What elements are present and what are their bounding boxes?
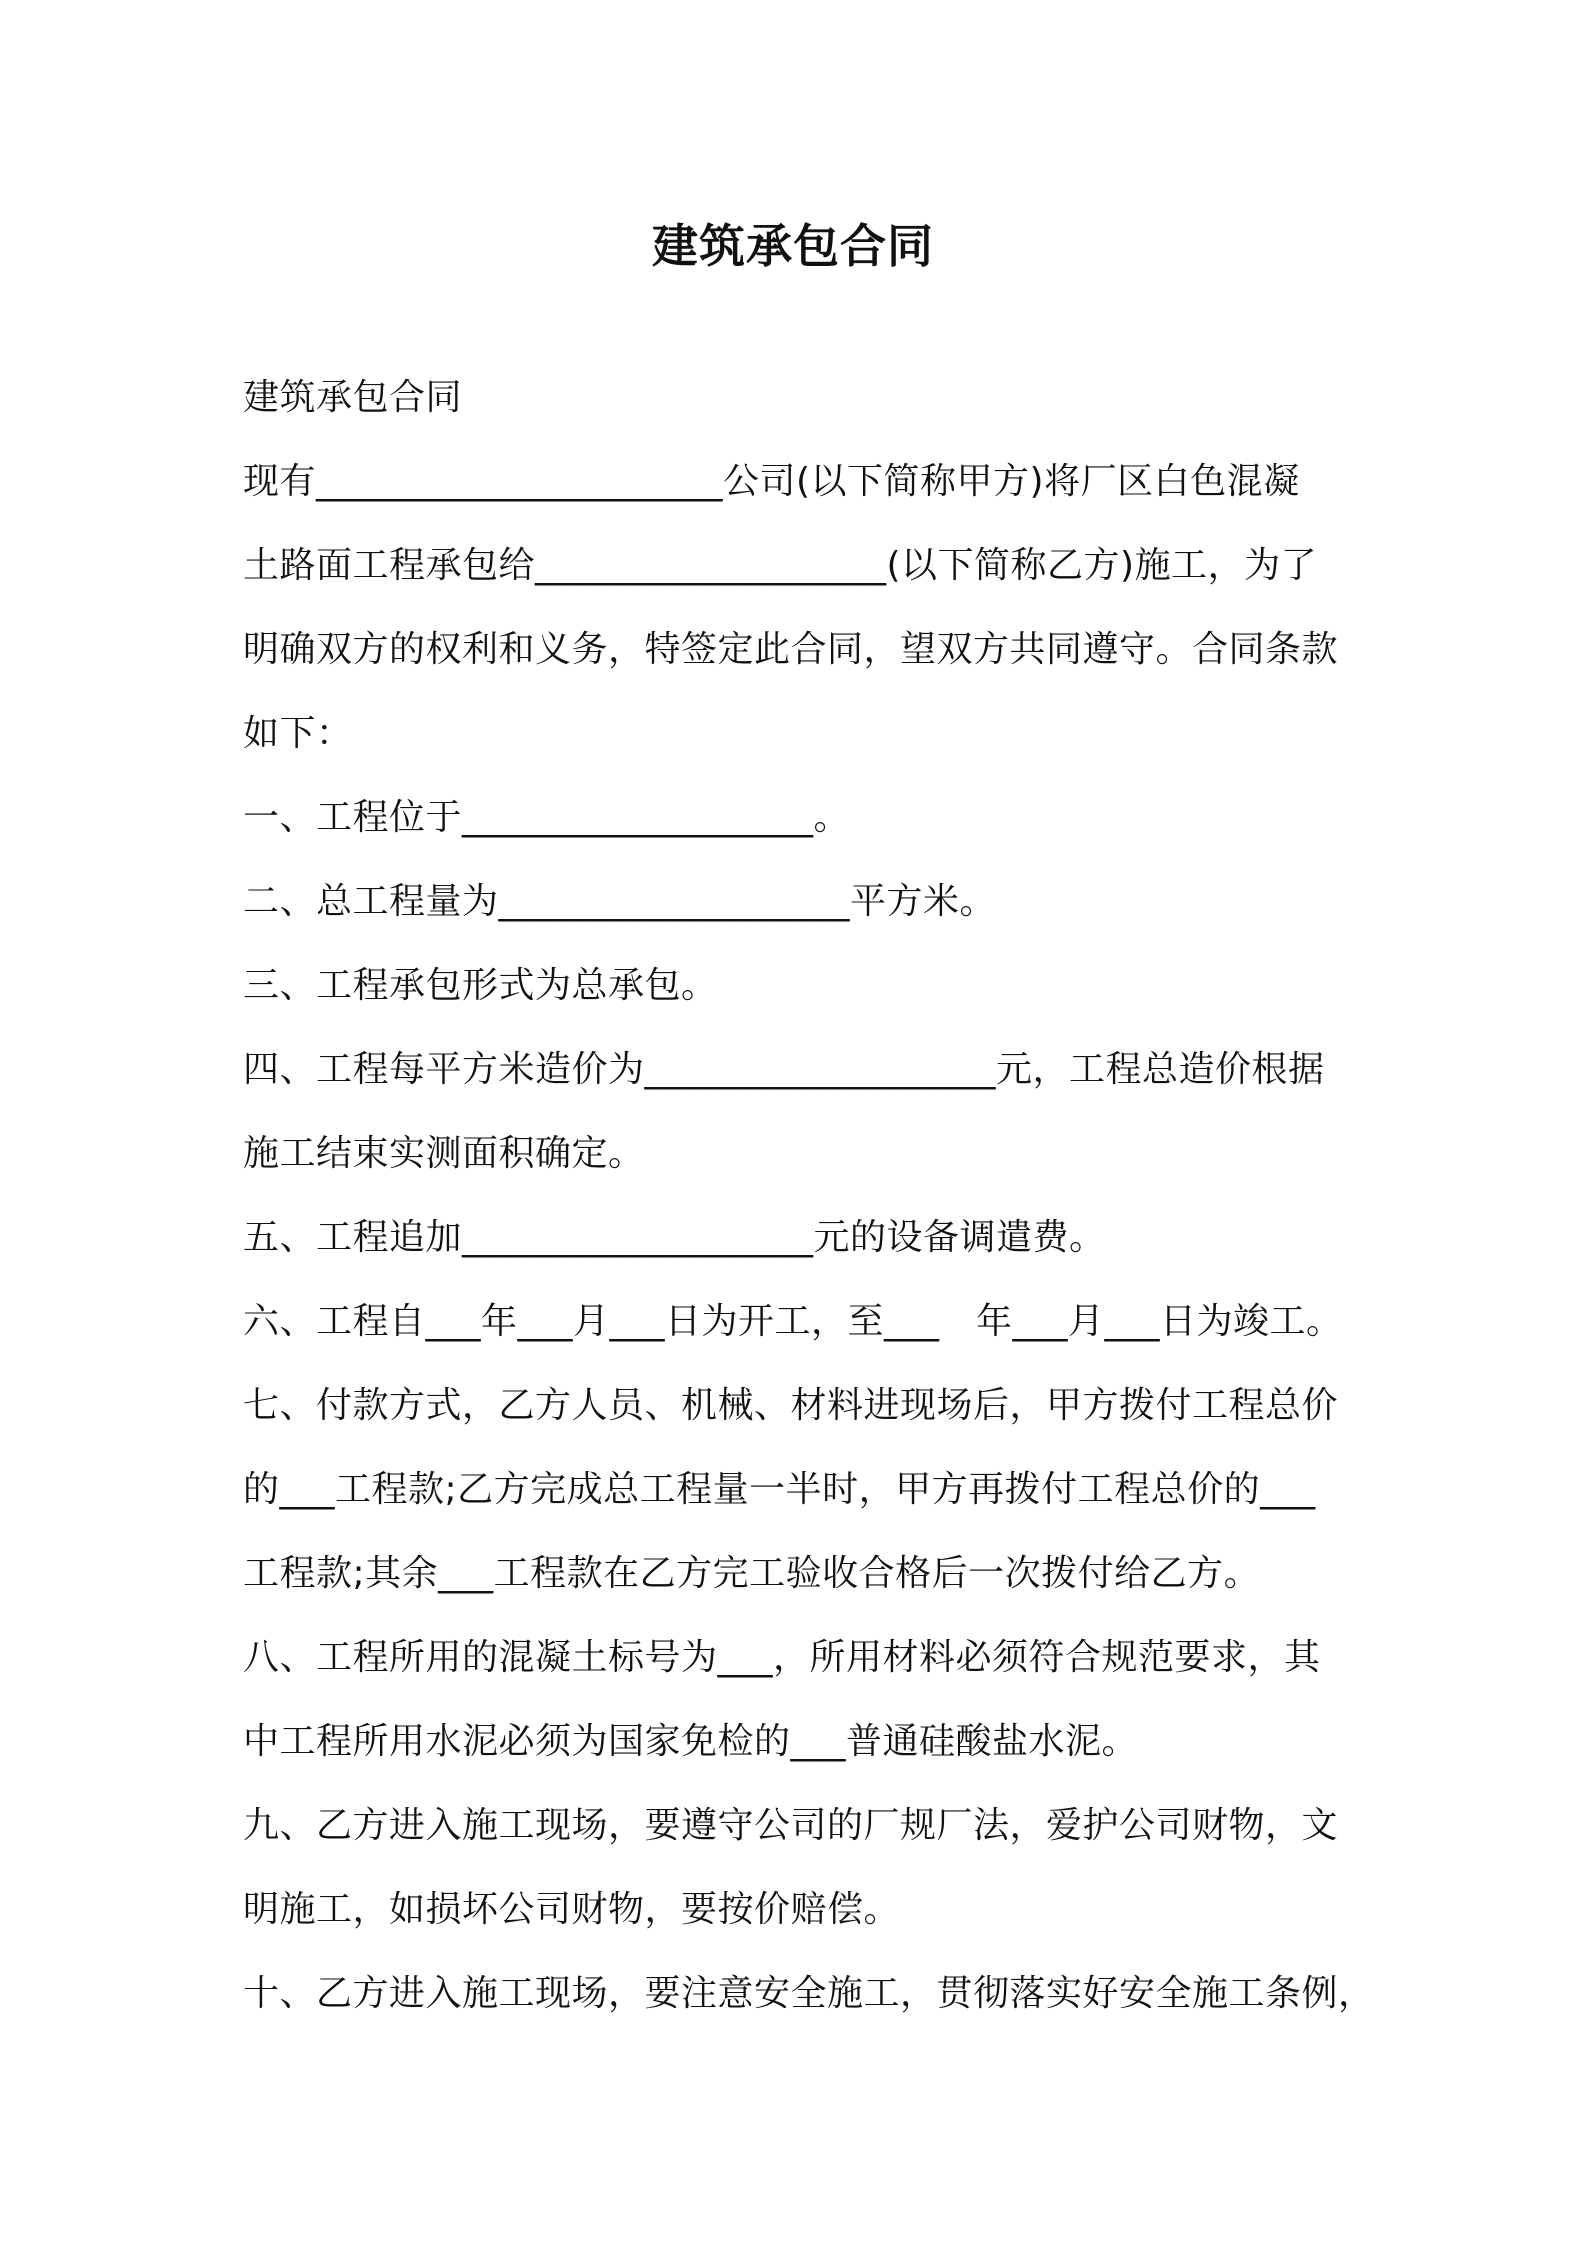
clause-7-line: 的___工程款;乙方完成总工程量一半时，甲方再拨付工程总价的___	[243, 1469, 1316, 1510]
paragraph-line: 现有______________________公司(以下简称甲方)将厂区白色混凝	[243, 461, 1300, 502]
clause-10-line: 十、乙方进入施工现场，要注意安全施工，贯彻落实好安全施工条例，	[243, 1973, 1375, 2014]
clause-8-line: 八、工程所用的混凝土标号为___，所用材料必须符合规范要求，其	[243, 1637, 1321, 1678]
clause-3-line: 三、工程承包形式为总承包。	[243, 965, 718, 1006]
clause-7-line: 七、付款方式，乙方人员、机械、材料进现场后，甲方拨付工程总价	[243, 1385, 1339, 1426]
clause-1-line: 一、工程位于___________________。	[243, 797, 851, 838]
clause-4-line: 四、工程每平方米造价为___________________元，工程总造价根据	[243, 1049, 1325, 1090]
clause-8-line: 中工程所用水泥必须为国家免检的___普通硅酸盐水泥。	[243, 1721, 1139, 1762]
clause-9-line: 明施工，如损坏公司财物，要按价赔偿。	[243, 1889, 901, 1930]
clause-7-line: 工程款;其余___工程款在乙方完工验收合格后一次拨付给乙方。	[243, 1553, 1261, 1594]
document-body	[243, 356, 1375, 2036]
paragraph-line: 明确双方的权利和义务，特签定此合同，望双方共同遵守。合同条款	[243, 629, 1339, 670]
clause-2-line: 二、总工程量为___________________平方米。	[243, 881, 997, 922]
clause-5-line: 五、工程追加___________________元的设备调遣费。	[243, 1217, 1106, 1258]
clause-6-line: 六、工程自___年___月___日为开工，至___ 年___月___日为竣工。	[243, 1301, 1343, 1342]
paragraph-line: 如下：	[243, 713, 353, 754]
paragraph-line: 建筑承包合同	[243, 377, 463, 418]
clause-4-line: 施工结束实测面积确定。	[243, 1133, 645, 1174]
clause-9-line: 九、乙方进入施工现场，要遵守公司的厂规厂法，爱护公司财物，文	[243, 1805, 1339, 1846]
paragraph-line: 土路面工程承包给___________________(以下简称乙方)施工，为了	[243, 545, 1318, 586]
document-title: 建筑承包合同	[652, 219, 934, 273]
